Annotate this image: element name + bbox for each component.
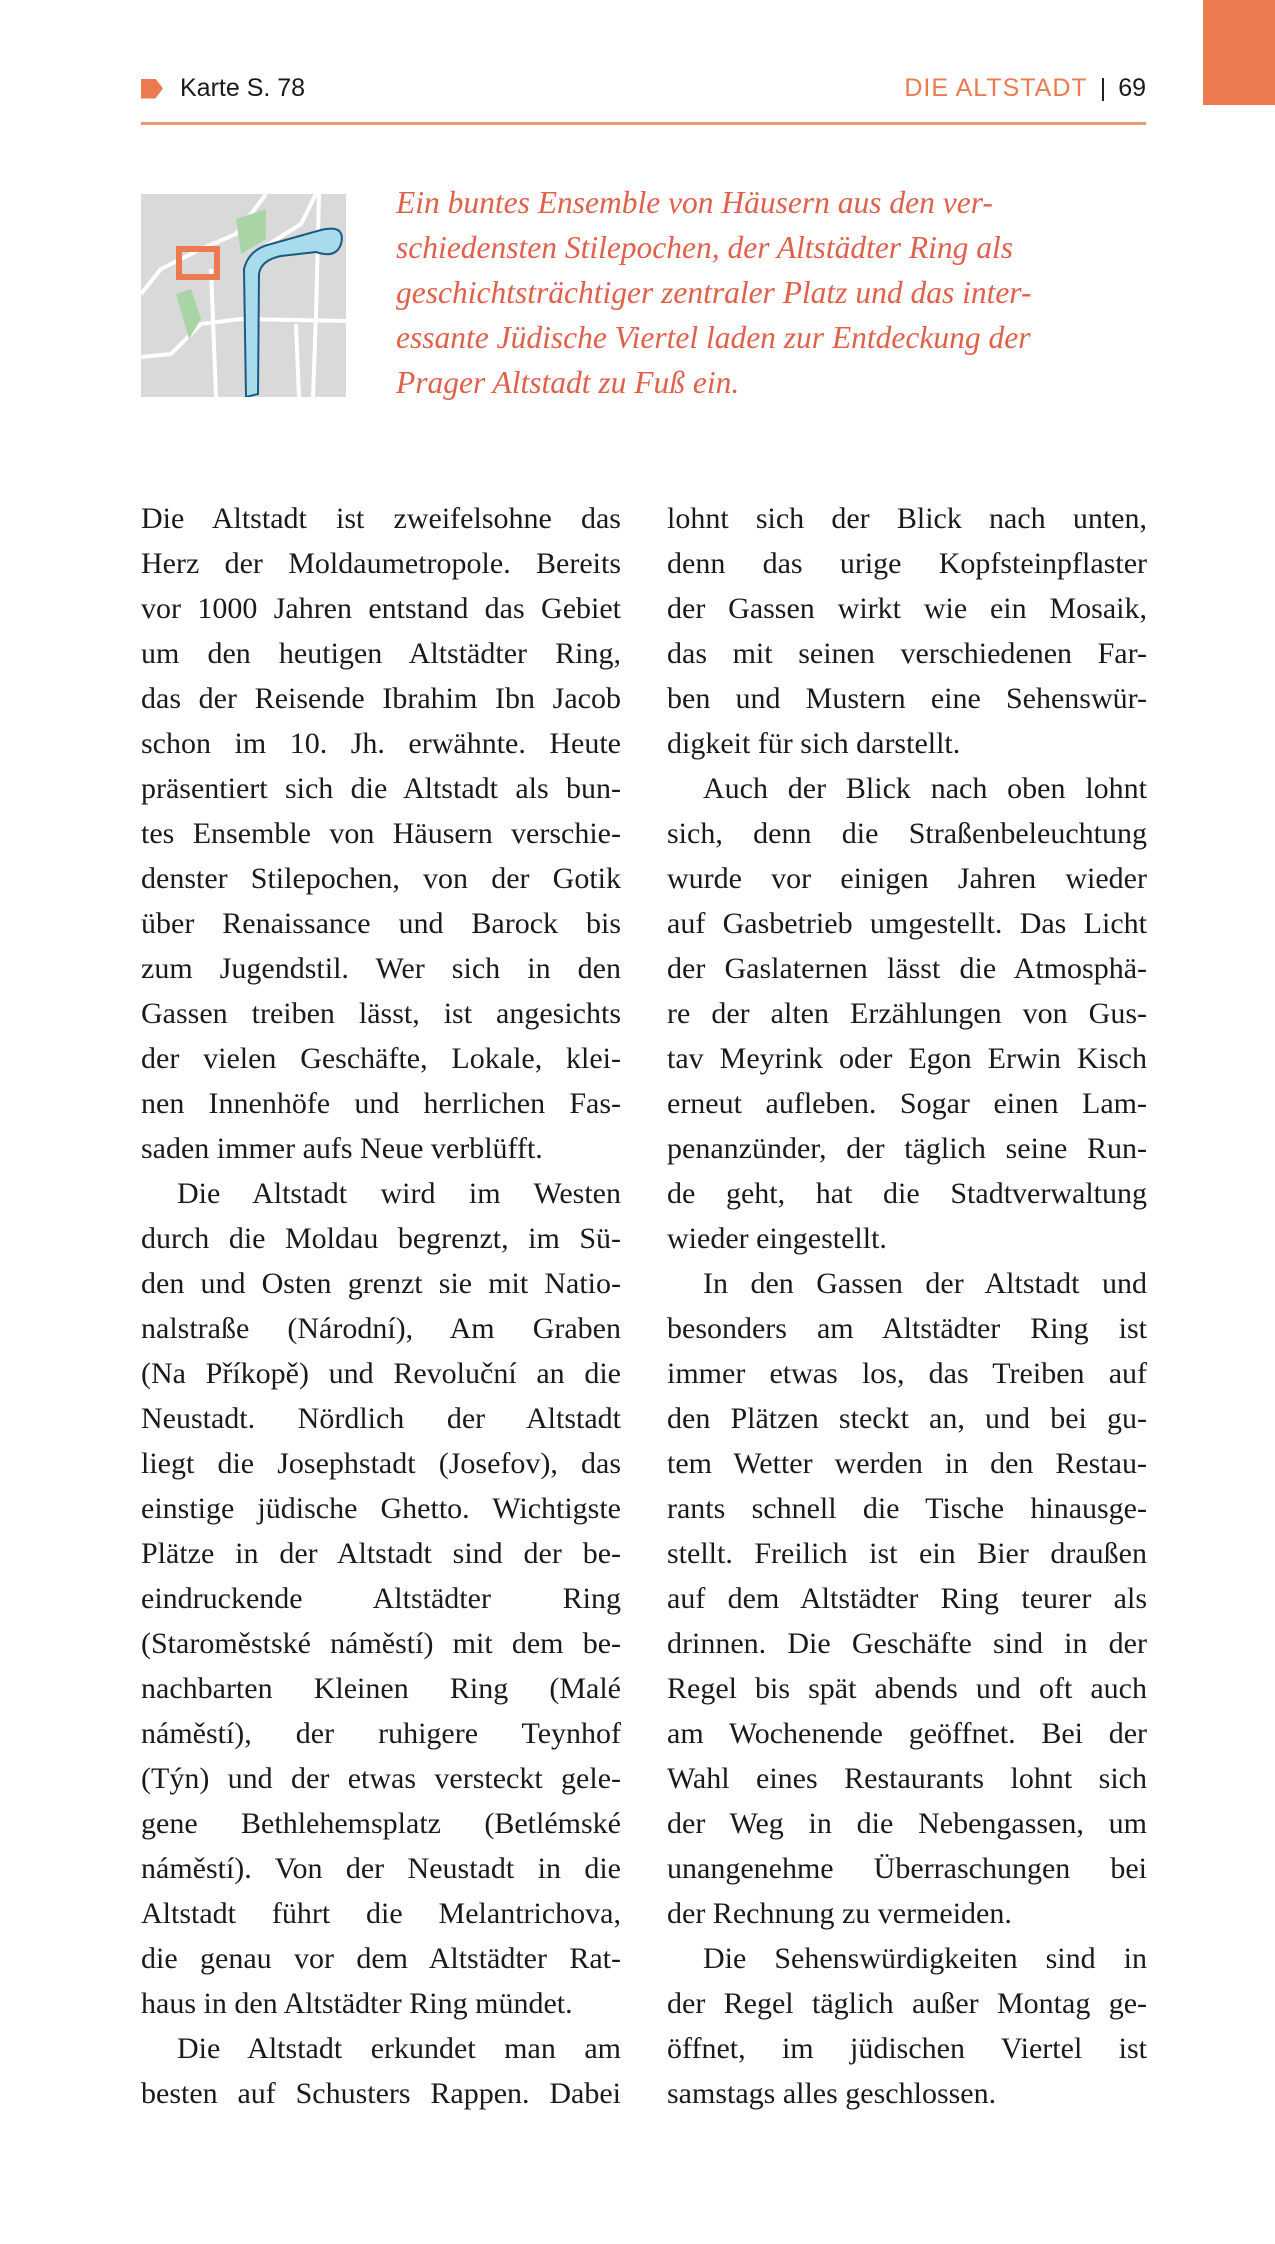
lead-line: Prager Altstadt zu Fuß ein. — [396, 365, 740, 400]
body-text-line: tav Meyrink oder Egon Erwin Kisch — [667, 1042, 1147, 1075]
body-text-line: den und Osten grenzt sie mit Natio- — [141, 1267, 621, 1300]
body-text-line: der Gassen wirkt wie ein Mosaik, — [667, 592, 1147, 625]
body-text-line: erneut aufleben. Sogar einen Lam- — [667, 1087, 1147, 1120]
body-text-line: tem Wetter werden in den Restau- — [667, 1447, 1147, 1480]
body-text-line: um den heutigen Altstädter Ring, — [141, 637, 621, 670]
section-title: DIE ALTSTADT — [904, 74, 1088, 102]
body-text-line: penanzünder, der täglich seine Run- — [667, 1132, 1147, 1165]
body-text-line: einstige jüdische Ghetto. Wichtigste — [141, 1492, 621, 1525]
page-header — [141, 74, 1146, 114]
body-text-line: ben und Mustern eine Sehenswür- — [667, 682, 1147, 715]
body-text-line: digkeit für sich darstellt. — [667, 727, 961, 760]
body-text-line: schon im 10. Jh. erwähnte. Heute — [141, 727, 621, 760]
page-number: 69 — [1118, 74, 1146, 102]
body-text-line: wurde vor einigen Jahren wieder — [667, 862, 1147, 895]
body-text-line: In den Gassen der Altstadt und — [703, 1267, 1147, 1300]
body-text-line: drinnen. Die Geschäfte sind in der — [667, 1627, 1147, 1660]
body-text-line: der Gaslaternen lässt die Atmosphä- — [667, 952, 1147, 985]
body-text-line: öffnet, im jüdischen Viertel ist — [667, 2032, 1147, 2065]
body-text-line: das der Reisende Ibrahim Ibn Jacob — [141, 682, 621, 715]
body-text-line: tes Ensemble von Häusern verschie- — [141, 817, 621, 850]
body-text-line: unangenehme Überraschungen bei — [667, 1852, 1147, 1885]
body-column-left — [141, 496, 621, 2116]
body-text-line: saden immer aufs Neue verblüfft. — [141, 1132, 543, 1165]
body-text-line: de geht, hat die Stadtverwaltung — [667, 1177, 1147, 1210]
body-text-line: nachbarten Kleinen Ring (Malé — [141, 1672, 621, 1705]
body-text-line: Altstadt führt die Melantrichova, — [141, 1897, 621, 1930]
body-text-line: stellt. Freilich ist ein Bier draußen — [667, 1537, 1147, 1570]
separator: | — [1099, 74, 1107, 102]
body-text-line: besonders am Altstädter Ring ist — [667, 1312, 1147, 1345]
body-text-line: Wahl eines Restaurants lohnt sich — [667, 1762, 1147, 1795]
body-text-line: (Staroměstské náměstí) mit dem be- — [141, 1627, 621, 1660]
body-text-line: Auch der Blick nach oben lohnt — [703, 772, 1147, 805]
body-text-line: wieder eingestellt. — [667, 1222, 887, 1255]
body-text-line: náměstí). Von der Neustadt in die — [141, 1852, 621, 1885]
header-rule — [141, 122, 1146, 125]
body-text-line: besten auf Schusters Rappen. Dabei — [141, 2077, 621, 2110]
body-text-line: Neustadt. Nördlich der Altstadt — [141, 1402, 621, 1435]
body-text-line: das mit seinen verschiedenen Far- — [667, 637, 1147, 670]
body-text-line: liegt die Josephstadt (Josefov), das — [141, 1447, 621, 1480]
body-text-line: die genau vor dem Altstädter Rat- — [141, 1942, 621, 1975]
body-text-line: denn das urige Kopfsteinpflaster — [667, 547, 1147, 580]
running-head — [904, 74, 1146, 103]
body-text-line: den Plätzen steckt an, und bei gu- — [667, 1402, 1147, 1435]
body-text-line: der Regel täglich außer Montag ge- — [667, 1987, 1147, 2020]
body-text-line: vor 1000 Jahren entstand das Gebiet — [141, 592, 621, 625]
lead-line: schiedensten Stilepochen, der Altstädter Ring als — [396, 230, 1014, 265]
body-text-line: náměstí), der ruhigere Teynhof — [141, 1717, 621, 1750]
lead-line: geschichtsträchtiger zentraler Platz und das inter- — [396, 275, 1032, 310]
lead-paragraph — [396, 180, 1156, 405]
body-text-line: durch die Moldau begrenzt, im Sü- — [141, 1222, 621, 1255]
body-text-line: Plätze in der Altstadt sind der be- — [141, 1537, 621, 1570]
body-text-line: am Wochenende geöffnet. Bei der — [667, 1717, 1147, 1750]
body-text-line: der vielen Geschäfte, Lokale, klei- — [141, 1042, 621, 1075]
body-text-line: auf Gasbetrieb umgestellt. Das Licht — [667, 907, 1147, 940]
body-text-line: Regel bis spät abends und oft auch — [667, 1672, 1147, 1705]
body-text-line: präsentiert sich die Altstadt als bun- — [141, 772, 621, 805]
body-text-line: Gassen treiben lässt, ist angesichts — [141, 997, 621, 1030]
lead-line: Ein buntes Ensemble von Häusern aus den ver- — [396, 185, 993, 220]
body-text-line: samstags alles geschlossen. — [667, 2077, 997, 2110]
body-text-line: (Na Příkopě) und Revoluční an die — [141, 1357, 621, 1390]
body-text-line: denster Stilepochen, von der Gotik — [141, 862, 621, 895]
map-reference[interactable] — [141, 74, 305, 103]
body-text-line: zum Jugendstil. Wer sich in den — [141, 952, 621, 985]
lead-line: essante Jüdische Viertel laden zur Entdeckung der — [396, 320, 1031, 355]
body-text-line: Die Sehenswürdigkeiten sind in — [703, 1942, 1147, 1975]
body-text-line: Die Altstadt ist zweifelsohne das — [141, 502, 621, 535]
body-text-line: eindruckende Altstädter Ring — [141, 1582, 621, 1615]
body-text-line: (Týn) und der etwas versteckt gele- — [141, 1762, 621, 1795]
body-text-line: rants schnell die Tische hinausge- — [667, 1492, 1147, 1525]
body-text-line: Die Altstadt wird im Westen — [177, 1177, 621, 1210]
body-text-line: Herz der Moldaumetropole. Bereits — [141, 547, 621, 580]
map-reference-label: Karte S. 78 — [180, 74, 306, 102]
locator-map — [141, 194, 346, 397]
body-text-line: nalstraße (Národní), Am Graben — [141, 1312, 621, 1345]
body-text-line: nen Innenhöfe und herrlichen Fas- — [141, 1087, 621, 1120]
body-text-line: haus in den Altstädter Ring mündet. — [141, 1987, 573, 2020]
body-column-right — [667, 496, 1147, 2116]
body-text-line: re der alten Erzählungen von Gus- — [667, 997, 1147, 1030]
body-text-line: über Renaissance und Barock bis — [141, 907, 621, 940]
body-text-line: immer etwas los, das Treiben auf — [667, 1357, 1147, 1390]
body-text-line: lohnt sich der Blick nach unten, — [667, 502, 1147, 535]
thumb-index-tab — [1203, 0, 1275, 105]
body-text-line: sich, denn die Straßenbeleuchtung — [667, 817, 1147, 850]
body-text-line: der Rechnung zu vermeiden. — [667, 1897, 1012, 1930]
body-text-line: auf dem Altstädter Ring teurer als — [667, 1582, 1147, 1615]
body-text-line: Die Altstadt erkundet man am — [177, 2032, 621, 2065]
body-text-line: der Weg in die Nebengassen, um — [667, 1807, 1147, 1840]
arrow-marker-icon — [141, 79, 163, 99]
body-text-line: gene Bethlehemsplatz (Betlémské — [141, 1807, 621, 1840]
